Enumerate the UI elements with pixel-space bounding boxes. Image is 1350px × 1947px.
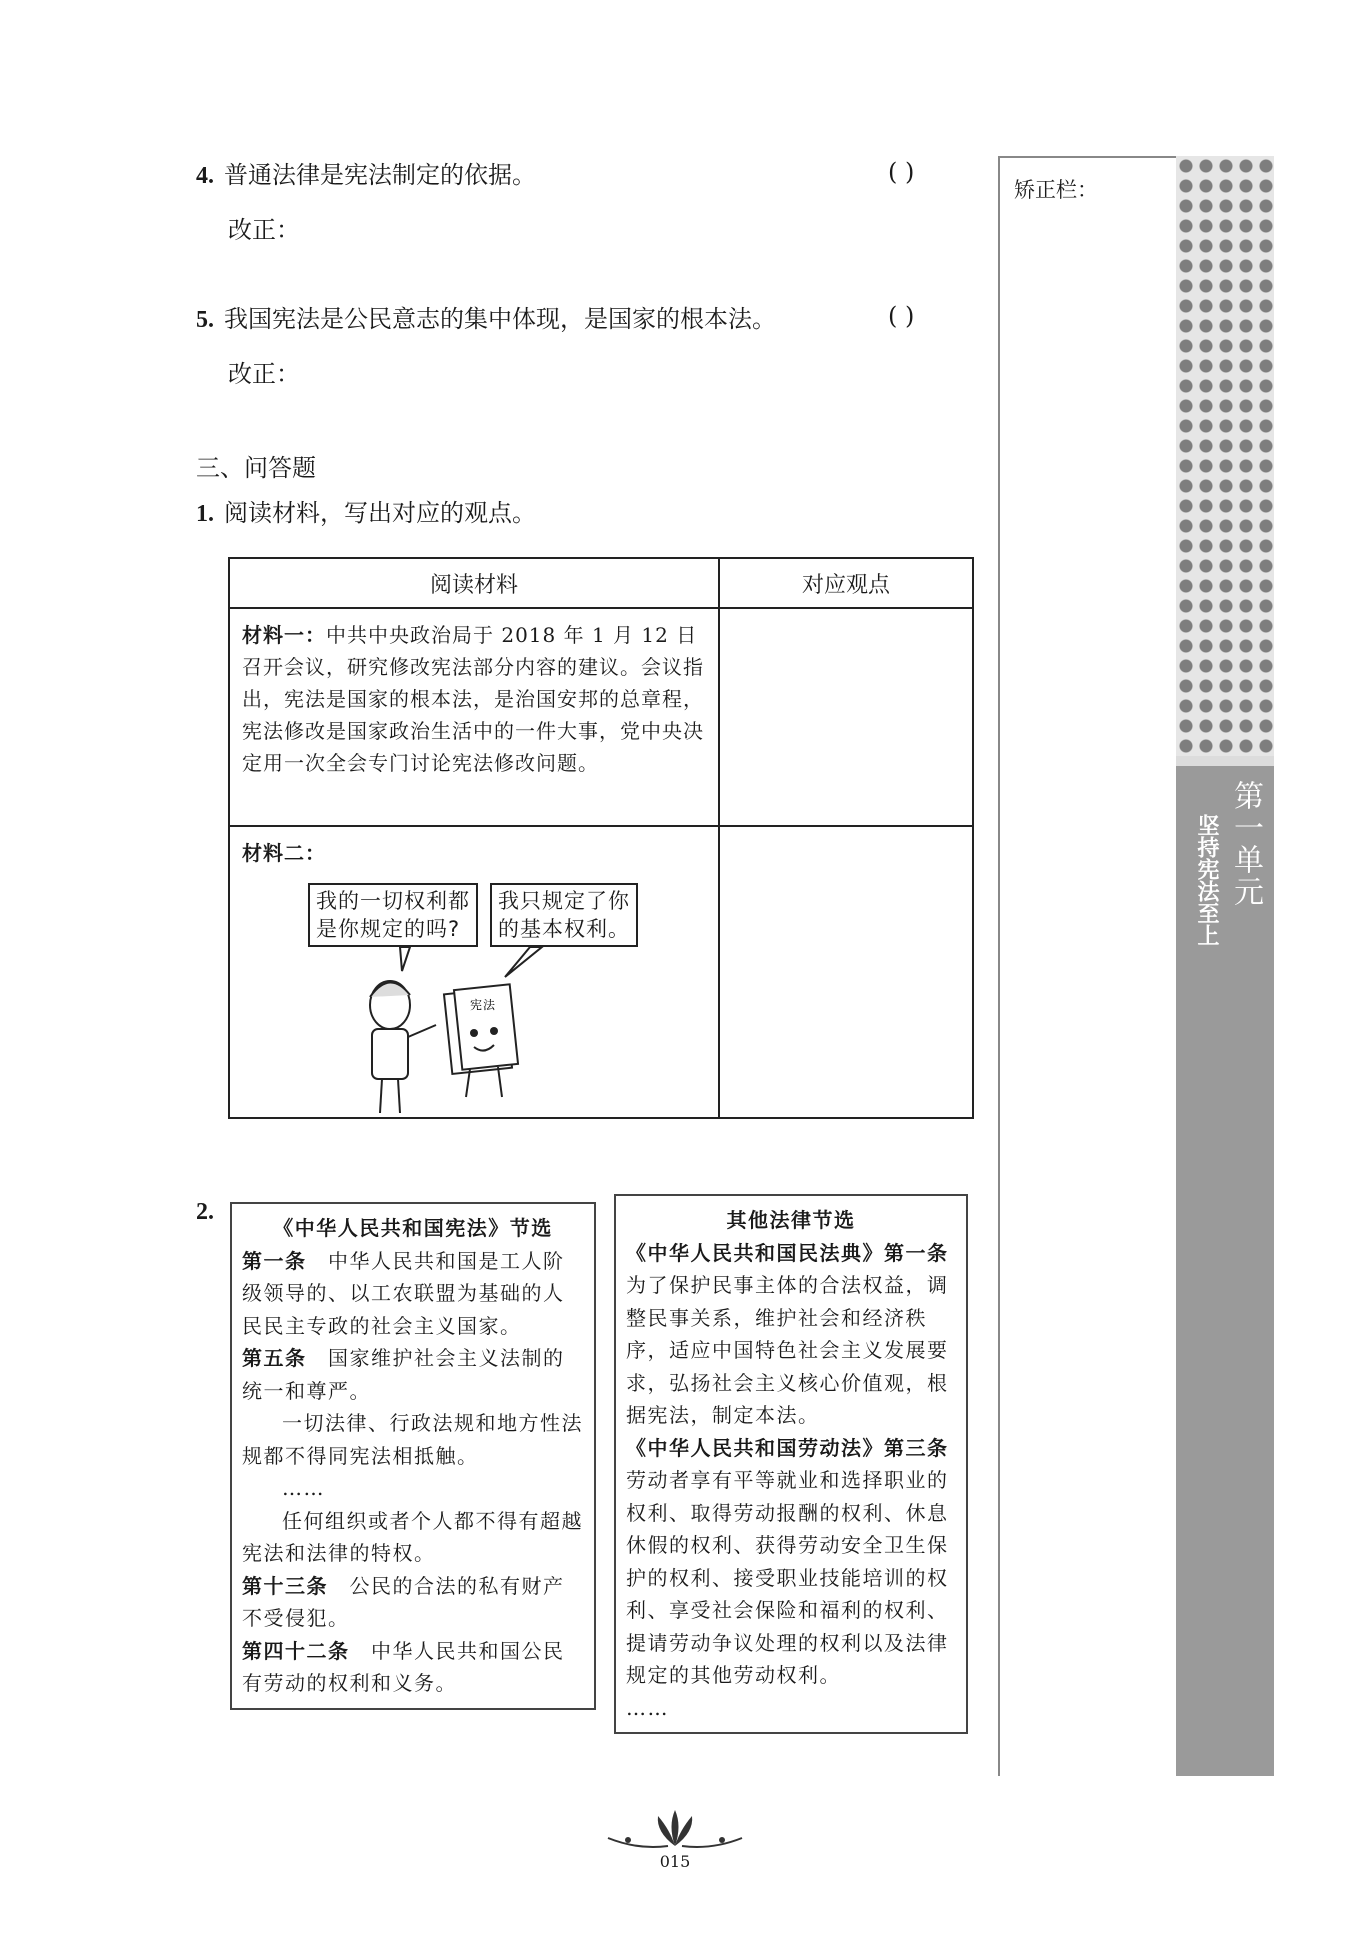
cartoon-illustration [330, 947, 590, 1117]
ellipsis: …… [626, 1695, 669, 1720]
other-laws-excerpt-box [614, 1194, 968, 1734]
unit-number: 第一单元 [1228, 780, 1263, 908]
article-42: 第四十二条 中华人民共和国公民有劳动的权利和义务。 [242, 1638, 565, 1695]
question-1: 1. 阅读材料，写出对应的观点。 [196, 499, 536, 527]
header-viewpoint: 对应观点 [719, 558, 973, 608]
ellipsis: …… [282, 1476, 325, 1500]
speech-bubble-person: 我的一切权利都 是你规定的吗? [308, 883, 478, 947]
material-table [228, 557, 974, 1119]
article-5-para-3: 任何组织或者个人都不得有超越宪法和法律的特权。 [242, 1508, 583, 1565]
labor-law-article: 《中华人民共和国劳动法》第三条 劳动者享有平等就业和选择职业的权利、取得劳动报酬的权利、休息休假的权利、获得劳动安全卫生保护的权利、接受职业技能培训的权利、享受社会保险和福利的权利、提请劳动争议处理的权利以及法律规定的其他劳动权利。 [626, 1435, 949, 1687]
correction-field-4[interactable]: 改正： [228, 216, 300, 244]
page-number: 015 [659, 1852, 691, 1871]
viewpoint-1-answer[interactable] [719, 608, 973, 826]
answer-blank-4[interactable]: ( ) [888, 158, 915, 186]
flourish-ornament [598, 1806, 752, 1852]
book-label: 宪法 [470, 998, 497, 1012]
correction-column-top [998, 156, 1182, 158]
judgment-question-4: 4. 普通法律是宪法制定的依据。 [196, 161, 536, 189]
band-separator [1176, 756, 1274, 766]
unit-title: 坚持宪法至上 [1194, 814, 1219, 946]
correction-field-5[interactable]: 改正： [228, 360, 300, 388]
header-material: 阅读材料 [229, 558, 719, 608]
judgment-question-5: 5. 我国宪法是公民意志的集中体现，是国家的根本法。 [196, 305, 776, 333]
civil-code-article: 《中华人民共和国民法典》第一条 为了保护民事主体的合法权益，调整民事关系，维护社会和经济秩序，适应中国特色社会主义发展要求，弘扬社会主义核心价值观，根据宪法，制定本法。 [626, 1240, 949, 1427]
material-2-cell: 材料二： 我的一切权利都 是你规定的吗? 我只规定了你 的基本权利。 宪法 [229, 826, 719, 1118]
article-5: 第五条 国家维护社会主义法制的统一和尊严。 [242, 1346, 565, 1403]
correction-column-line [998, 156, 1000, 1776]
speech-bubble-constitution: 我只规定了你 的基本权利。 [490, 883, 638, 947]
constitution-excerpt-box [230, 1202, 596, 1710]
answer-blank-5[interactable]: ( ) [888, 302, 915, 330]
other-laws-title: 其他法律节选 [726, 1208, 856, 1232]
question-2-number: 2. [196, 1199, 214, 1225]
article-13: 第十三条 公民的合法的私有财产不受侵犯。 [242, 1573, 565, 1630]
dot-pattern-decoration [1176, 156, 1274, 756]
material-1-cell: 材料一：中共中央政治局于 2018 年 1 月 12 日召开会议，研究修改宪法部分内容的建议。会议指出，宪法是国家的根本法，是治国安邦的总章程，宪法修改是国家政治生活中的一件大事，党中央决定用一次全会专门讨论宪法修改问题。 [229, 608, 719, 826]
section-title: 三、问答题 [196, 454, 316, 482]
article-1: 第一条 中华人民共和国是工人阶级领导的、以工农联盟为基础的人民民主专政的社会主义国家。 [242, 1248, 565, 1338]
constitution-box-title: 《中华人民共和国宪法》节选 [273, 1216, 553, 1240]
viewpoint-2-answer[interactable] [719, 826, 973, 1118]
correction-label: 矫正栏： [1014, 178, 1098, 202]
article-5-para-2: 一切法律、行政法规和地方性法规都不得同宪法相抵触。 [242, 1411, 583, 1468]
